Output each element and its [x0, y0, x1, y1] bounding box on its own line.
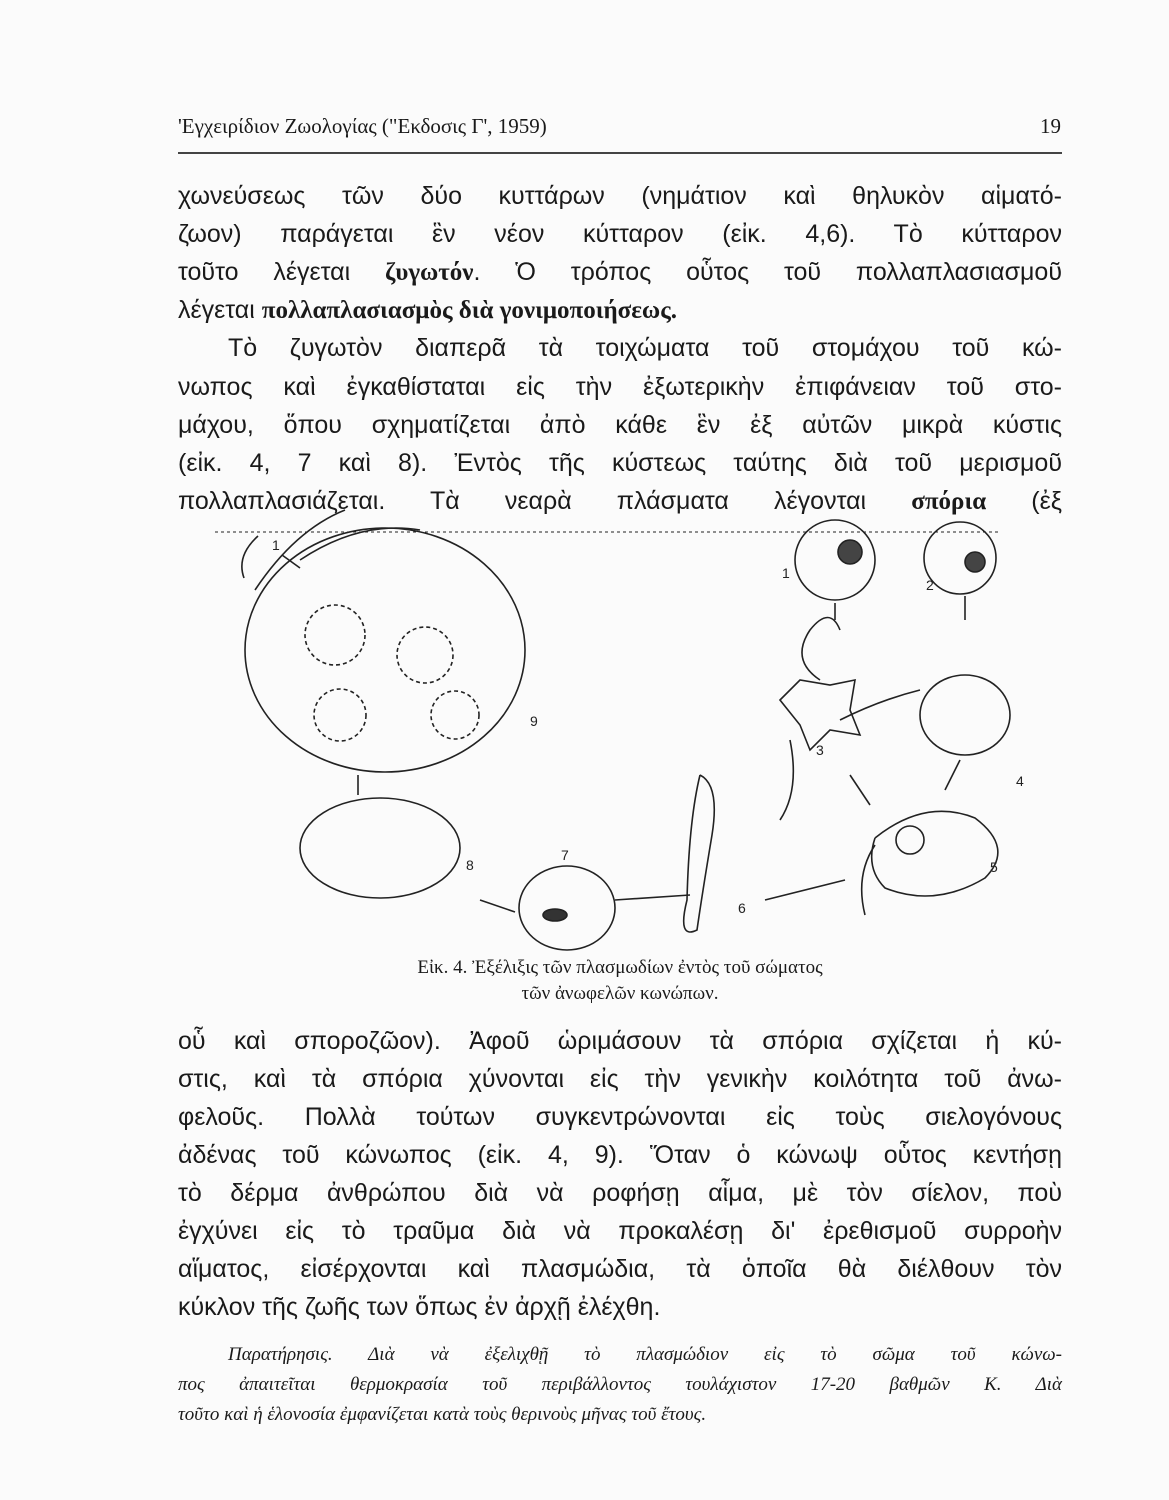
text: . Ὁ τρόπος οὗτος τοῦ πολλαπλασιασμοῦ: [473, 258, 1062, 286]
figure-label-1: 1: [272, 537, 280, 553]
text: τοῦτο λέγεται: [178, 258, 386, 286]
figure-label-4: 4: [1016, 773, 1024, 789]
figure-label-2: 2: [926, 577, 934, 593]
running-header: 'Εγχειρίδιον Ζωολογίας ("Εκδοσις Γ', 1959): [178, 114, 547, 138]
figure-caption: τῶν ἀνωφελῶν κωνώπων.: [521, 983, 719, 1004]
macrogametocyte-drawing: [920, 675, 1010, 755]
text-line: τὸ δέρμα ἀνθρώπου διὰ νὰ ροφήσῃ αἷμα, μὲ τὸν σίελον, ποὺ: [178, 1179, 1062, 1207]
text: λέγεται: [178, 296, 262, 324]
note-line: Παρατήρησις. Διὰ νὰ ἐξελιχθῇ τὸ πλασμώδιον εἰς τὸ σῶμα τοῦ κώνω-: [228, 1344, 1062, 1365]
text-line: νωπος καὶ ἐγκαθίσταται εἰς τὴν ἐξωτερικὴν ἐπιφάνειαν τοῦ στο-: [178, 373, 1062, 401]
figure-caption: Εἰκ. 4. Ἐξέλιξις τῶν πλασμωδίων ἐντὸς τοῦ σώματος: [417, 957, 823, 978]
text-line: (εἰκ. 4, 7 καὶ 8). Ἐντὸς τῆς κύστεως ταύτης διὰ τοῦ μερισμοῦ: [178, 449, 1062, 477]
text-line: Τὸ ζυγωτὸν διαπερᾶ τὰ τοιχώματα τοῦ στομάχου τοῦ κώ-: [228, 334, 1062, 362]
text: πολλαπλασιάζεται. Τὰ νεαρὰ πλάσματα λέγονται: [178, 487, 912, 515]
salivary-gland-drawing: [245, 528, 525, 772]
figure-label-6: 6: [738, 900, 746, 916]
microgametocyte-drawing: [780, 680, 860, 750]
ookinete-drawing: [684, 775, 715, 932]
note-line: πος ἀπαιτεῖται θερμοκρασία τοῦ περιβάλλοντος τουλάχιστον 17-20 βαθμῶν Κ. Διὰ: [178, 1374, 1062, 1395]
page-number: 19: [1040, 114, 1061, 138]
term-multiplication: πολλαπλασιασμὸς διὰ γονιμοποιήσεως.: [261, 297, 677, 324]
text-line: αἵματος, εἰσέρχονται καὶ πλασμώδια, τὰ ὁποῖα θὰ διέλθουν τὸν: [178, 1255, 1062, 1283]
term-spores: σπόρια: [911, 488, 987, 515]
text-line: ζωον) παράγεται ἓν νέον κύτταρον (εἰκ. 4,6). Τὸ κύτταρον: [178, 220, 1062, 248]
figure-label-3: 3: [816, 742, 824, 758]
text-line: κύκλον τῆς ζωῆς των ὅπως ἐν ἀρχῇ ἐλέχθη.: [178, 1293, 661, 1321]
cell-2-drawing: [924, 522, 996, 594]
text-line: οὗ καὶ σποροζῶον). Ἀφοῦ ὡριμάσουν τὰ σπόρια σχίζεται ἡ κύ-: [178, 1027, 1062, 1055]
fertilization-drawing: [872, 811, 998, 896]
sporozoite-drawing: [242, 536, 258, 578]
young-oocyst-drawing: [519, 866, 615, 950]
text-line: μάχου, ὅπου σχηματίζεται ἀπὸ κάθε ἓν ἐξ αὐτῶν μικρὰ κύστις: [178, 411, 1062, 439]
figure-label-9: 9: [530, 713, 538, 729]
figure-label-8: 8: [466, 857, 474, 873]
figure-label-5: 5: [990, 859, 998, 875]
oocyst-drawing: [300, 798, 460, 898]
note-line: τοῦτο καὶ ἡ ἑλονοσία ἐμφανίζεται κατὰ τοὺς θερινοὺς μῆνας τοῦ ἔτους.: [178, 1404, 707, 1425]
text-line: ἐγχύνει εἰς τὸ τραῦμα διὰ νὰ προκαλέσῃ δι' ἐρεθισμοῦ συρροὴν: [178, 1217, 1062, 1245]
text-line: χωνεύσεως τῶν δύο κυττάρων (νημάτιον καὶ θηλυκὸν αἱματό-: [178, 182, 1062, 210]
text: (ἐξ: [986, 487, 1062, 515]
text-line: στις, καὶ τὰ σπόρια χύνονται εἰς τὴν γενικὴν κοιλότητα τοῦ ἀνω-: [178, 1065, 1062, 1093]
figure-label-7: 7: [561, 847, 569, 863]
text-line: ἀδένας τοῦ κώνωπος (εἰκ. 4, 9). Ὅταν ὁ κώνωψ οὗτος κεντήσῃ: [178, 1141, 1062, 1169]
figure-label-1: 1: [782, 565, 790, 581]
text-line: φελοῦς. Πολλὰ τούτων συγκεντρώνονται εἰς τοὺς σιελογόνους: [178, 1103, 1062, 1131]
term-zygote: ζυγωτόν: [385, 259, 474, 286]
